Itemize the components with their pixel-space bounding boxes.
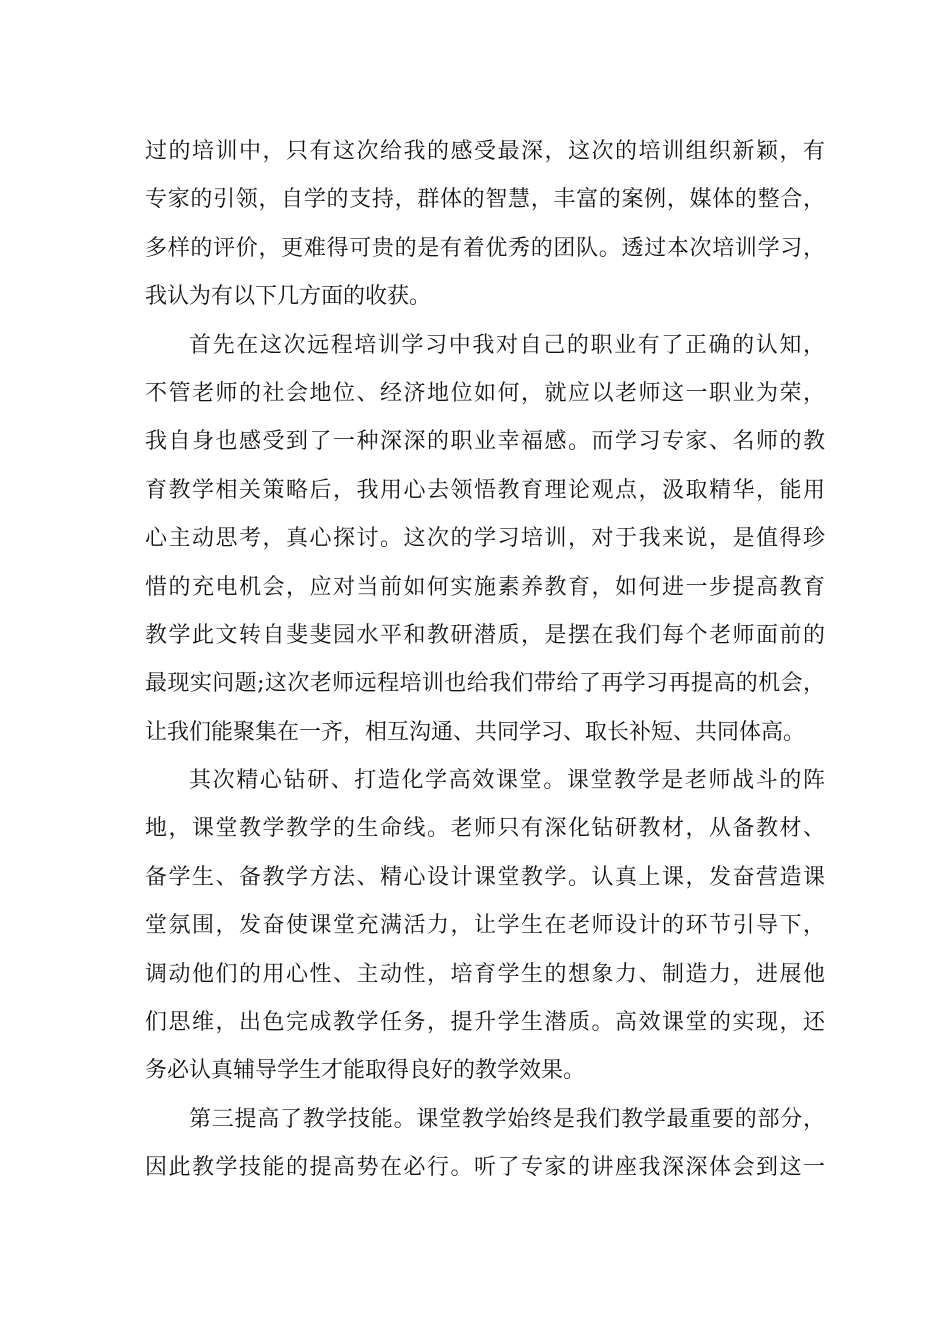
text-line: 育教学相关策略后，我用心去领悟教育理论观点，汲取精华，能用 [145,477,825,503]
text-line: 不管老师的社会地位、经济地位如何，就应以老师这一职业为荣， [145,380,825,406]
text-line: 因此教学技能的提高势在必行。听了专家的讲座我深深体会到这一 [145,1155,825,1181]
text-line: 首先在这次远程培训学习中我对自己的职业有了正确的认知， [189,332,825,358]
text-line: 心主动思考，真心探讨。这次的学习培训，对于我来说，是值得珍 [145,526,825,552]
text-line: 第三提高了教学技能。课堂教学始终是我们教学最重要的部分， [189,1106,825,1132]
text-line: 地，课堂教学教学的生命线。老师只有深化钻研教材，从备教材、 [145,816,825,842]
text-line: 惜的充电机会，应对当前如何实施素养教育，如何进一步提高教育 [145,574,825,600]
text-line: 过的培训中，只有这次给我的感受最深，这次的培训组织新颖，有 [145,139,825,164]
text-line: 让我们能聚集在一齐，相互沟通、共同学习、取长补短、共同体高。 [145,719,806,745]
text-line: 调动他们的用心性、主动性，培育学生的想象力、制造力，进展他 [145,961,825,987]
text-line: 专家的引领，自学的支持，群体的智慧，丰富的案例，媒体的整合， [145,187,825,213]
text-line: 务必认真辅导学生才能取得良好的教学效果。 [145,1058,586,1084]
body-text [145,128,825,1193]
text-line: 多样的评价，更难得可贵的是有着优秀的团队。透过本次培训学习， [145,235,825,261]
text-line: 堂氛围，发奋使课堂充满活力，让学生在老师设计的环节引导下， [145,913,825,939]
text-line: 最现实问题;这次老师远程培训也给我们带给了再学习再提高的机会， [145,671,825,697]
text-line: 我自身也感受到了一种深深的职业幸福感。而学习专家、名师的教 [145,429,825,455]
text-line: 教学此文转自斐斐园水平和教研潜质，是摆在我们每个老师面前的 [145,622,825,648]
text-line: 我认为有以下几方面的收获。 [145,284,432,310]
text-line: 备学生、备教学方法、精心设计课堂教学。认真上课，发奋营造课 [145,864,825,890]
text-line: 们思维，出色完成教学任务，提升学生潜质。高效课堂的实现，还 [145,1010,825,1036]
text-line: 其次精心钻研、打造化学高效课堂。课堂教学是老师战斗的阵 [189,768,825,794]
